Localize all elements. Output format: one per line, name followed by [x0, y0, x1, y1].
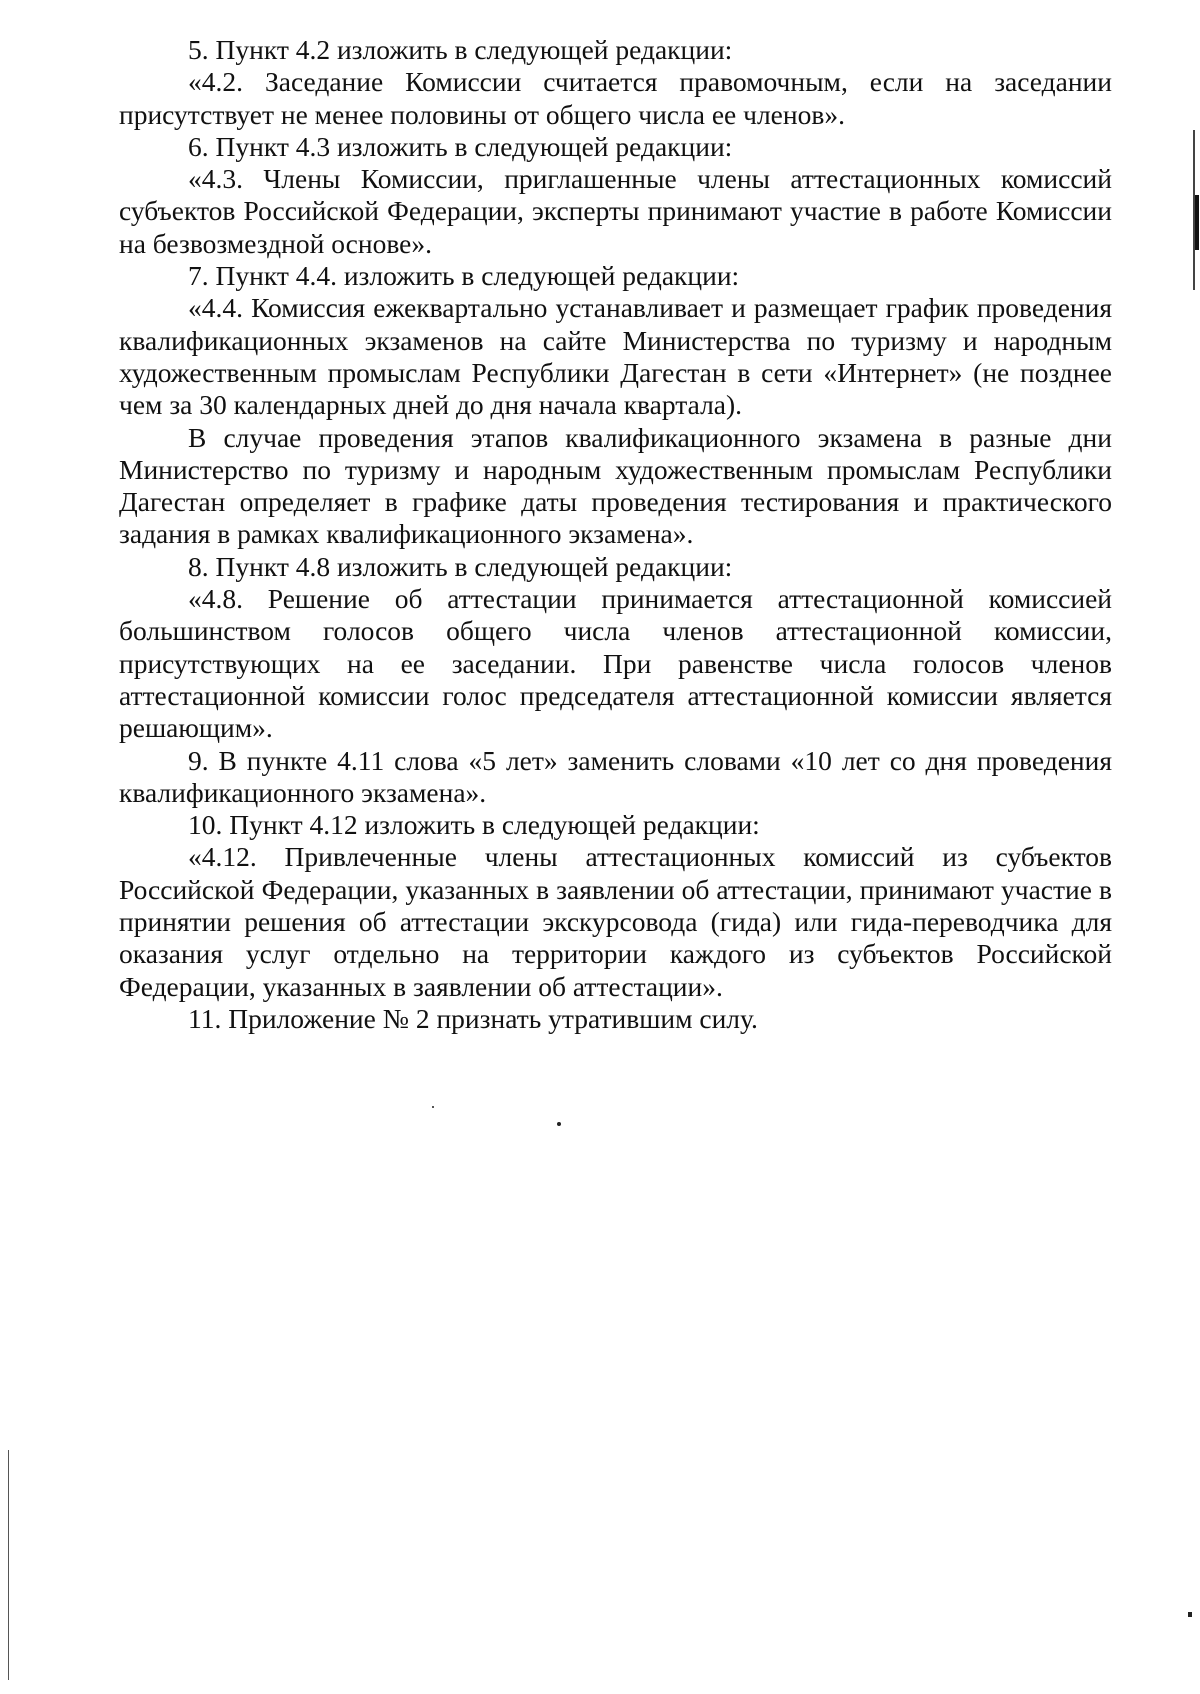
paragraph-item-5-header: 5. Пункт 4.2 изложить в следующей редакции: — [188, 34, 733, 65]
paragraph-4-4-text: «4.4. Комиссия ежеквартально устанавливает и размещает график проведения квалификационных экзаменов на сайте Министерства по туризму и народным художественным промыслам Республики Дагестан в сети «Интернет» (не позднее чем за 30 календарных дней до дня начала квартала). — [119, 292, 1112, 421]
scan-speck — [557, 1122, 561, 1126]
paragraph-item-8-header: 8. Пункт 4.8 изложить в следующей редакции: — [188, 550, 733, 582]
paragraph-item-9: 9. В пункте 4.11 слова «5 лет» заменить словами «10 лет со дня проведения квалификационного экзамена». — [119, 744, 1112, 808]
document-body — [119, 34, 1112, 1035]
paragraph-item-11: 11. Приложение № 2 признать утратившим силу. — [188, 1002, 758, 1034]
paragraph-4-3-text: «4.3. Члены Комиссии, приглашенные члены аттестационных комиссий субъектов Российской Федерации, эксперты принимают участие в работе Комиссии на безвозмездной основе». — [119, 163, 1112, 259]
scan-speck — [1188, 1612, 1192, 1617]
paragraph-item-6-header: 6. Пункт 4.3 изложить в следующей редакции: — [188, 130, 733, 162]
paragraph-4-4-continuation: В случае проведения этапов квалификационного экзамена в разные дни Министерство по туризму и народным художественным промыслам Республики Дагестан определяет в графике даты проведения тестирования и практического задания в рамках квалификационного экзамена». — [119, 421, 1112, 550]
scan-speck — [432, 1106, 434, 1108]
scan-edge-mark — [8, 1450, 9, 1680]
paragraph-4-2-text: «4.2. Заседание Комиссии считается правомочным, если на заседании присутствует не менее половины от общего числа ее членов». — [119, 66, 1112, 130]
paragraph-4-12-text: «4.12. Привлеченные члены аттестационных комиссий из субъектов Российской Федерации, указанных в заявлении об аттестации, принимают участие в принятии решения об аттестации экскурсовода (гида) или гида-переводчика для оказания услуг отдельно на территории каждого из субъектов Российской Федерации, указанных в заявлении об аттестации». — [119, 841, 1112, 1002]
scan-edge-mark — [1195, 195, 1199, 250]
paragraph-item-10-header: 10. Пункт 4.12 изложить в следующей редакции: — [188, 809, 760, 841]
paragraph-item-7-header: 7. Пункт 4.4. изложить в следующей редакции: — [188, 260, 740, 292]
paragraph-4-8-text: «4.8. Решение об аттестации принимается аттестационной комиссией большинством голосов общего числа членов аттестационной комиссии, присутствующих на ее заседании. При равенстве числа голосов членов аттестационной комиссии голос председателя аттестационной комиссии является решающим». — [119, 583, 1112, 744]
